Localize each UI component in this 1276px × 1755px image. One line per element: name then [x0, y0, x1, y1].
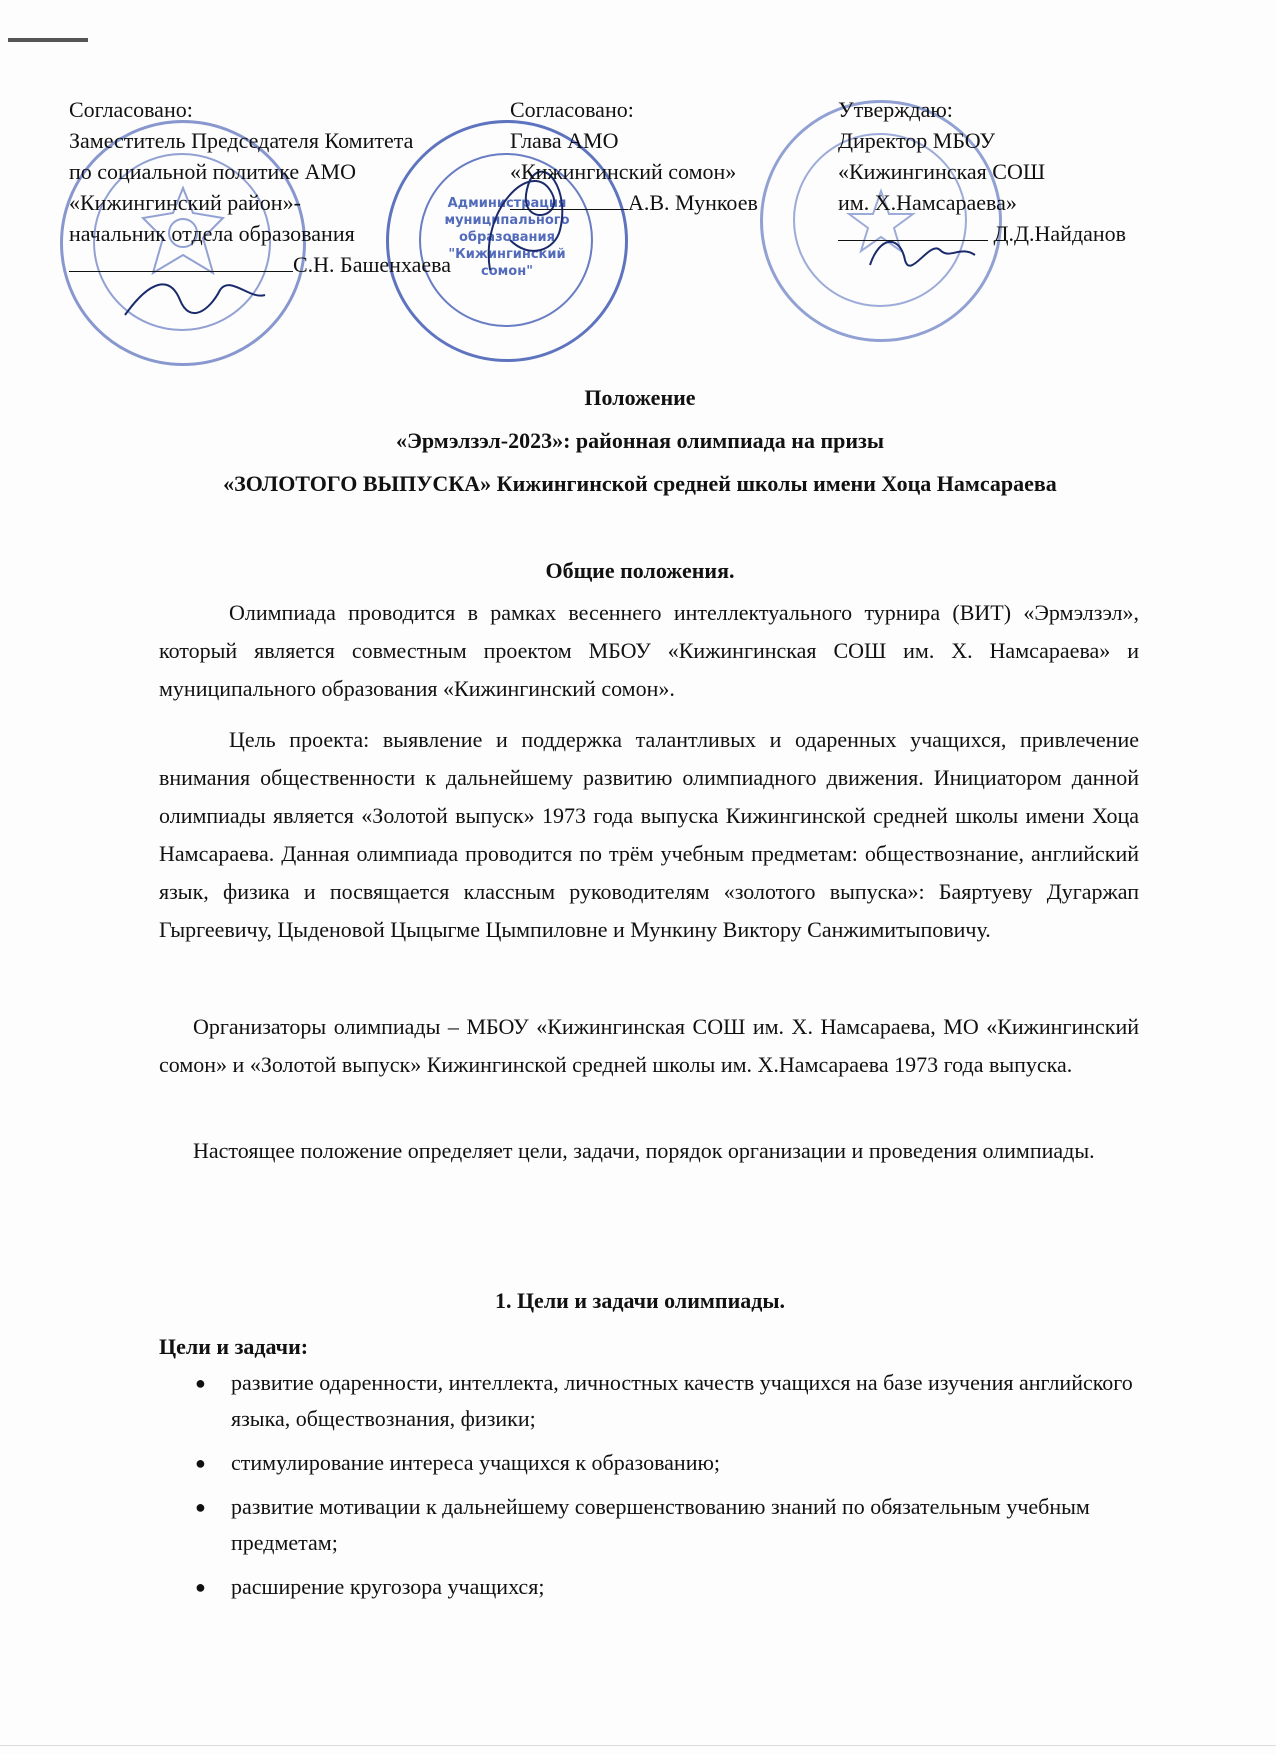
list-item: [159, 1569, 1139, 1605]
bullet-icon: ●: [195, 1577, 206, 1597]
list-item: [159, 1365, 1139, 1437]
stamp-line: Администрация: [447, 196, 567, 211]
approval-block-3: [838, 94, 1126, 249]
stamp-line: "Кижингинский сомон": [448, 247, 566, 279]
approver-position: «Кижингинский сомон»: [510, 159, 737, 184]
stamp-line: образования: [458, 230, 555, 245]
list-item-text: расширение кругозора учащихся;: [231, 1574, 545, 1599]
approver-position: Заместитель Председателя Комитета: [69, 128, 414, 153]
approver-position: «Кижингинская СОШ: [838, 159, 1046, 184]
approver-name: Д.Д.Найданов: [993, 221, 1127, 246]
approval-label: Согласовано:: [69, 97, 193, 122]
approval-block-2: [510, 94, 758, 218]
document-subtitle: «ЗОЛОТОГО ВЫПУСКА» Кижингинской средней школы имени Хоца Намсараева: [223, 471, 1057, 496]
approver-position: начальник отдела образования: [69, 221, 355, 246]
approver-name: С.Н. Башенхаева: [293, 252, 452, 277]
bullet-icon: ●: [195, 1373, 206, 1393]
bullet-icon: ●: [195, 1497, 206, 1517]
subheading: Цели и задачи:: [159, 1334, 309, 1359]
section-heading: Общие положения.: [545, 558, 735, 583]
paragraph: Олимпиада проводится в рамках весеннего интеллектуального турнира (ВИТ) «Эрмэлзэл», который является совместным проектом МБОУ «Кижингинская СОШ им. Х. Намсараева» и муниципального образования «Кижингинский сомон».: [159, 600, 1139, 701]
signature-line: [69, 249, 293, 272]
list-item: [159, 1445, 1139, 1481]
paragraph: Организаторы олимпиады – МБОУ «Кижингинская СОШ им. Х. Намсараева, МО «Кижингинский сомон» и «Золотой выпуск» Кижингинской средней школы им. Х.Намсараева 1973 года выпуска.: [159, 1014, 1139, 1077]
list-item-text: стимулирование интереса учащихся к образованию;: [231, 1450, 721, 1475]
stamp-line: муниципального: [444, 213, 570, 228]
paragraph: Настоящее положение определяет цели, задачи, порядок организации и проведения олимпиады.: [193, 1138, 1095, 1163]
approval-label: Согласовано:: [510, 97, 634, 122]
approver-position: «Кижингинский район»-: [69, 190, 301, 215]
approver-position: Глава АМО: [510, 128, 619, 153]
paragraph: Цель проекта: выявление и поддержка талантливых и одаренных учащихся, привлечение внимания общественности к дальнейшему развитию олимпиадного движения. Инициатором данной олимпиады является «Золотой выпуск» 1973 года выпуска Кижингинской средней школы имени Хоца Намсараева. Данная олимпиада проводится по трём учебным предметам: обществознание, английский язык, физика и посвящается классным руководителям «золотого выпуска»: Баяртуеву Дугаржап Гыргеевичу, Цыденовой Цыцыгме Цымпиловне и Мункину Виктору Санжимитыповичу.: [159, 727, 1139, 942]
signature-line: [510, 187, 628, 210]
list-item-text: развитие одаренности, интеллекта, личностных качеств учащихся на базе изучения английского языка, обществознания, физики;: [231, 1370, 1133, 1431]
approver-position: Директор МБОУ: [838, 128, 996, 153]
document-subtitle: «Эрмэлзэл-2023»: районная олимпиада на призы: [395, 428, 885, 453]
scan-mark: [8, 38, 88, 42]
page-edge: [0, 1745, 1276, 1746]
bullet-icon: ●: [195, 1453, 206, 1473]
signature-line: [838, 218, 988, 241]
goals-list: [159, 1365, 1139, 1613]
approver-name: А.В. Мункоев: [628, 190, 758, 215]
approver-position: им. Х.Намсараева»: [838, 190, 1017, 215]
list-item: [159, 1489, 1139, 1561]
list-item-text: развитие мотивации к дальнейшему совершенствованию знаний по обязательным учебным предметам;: [231, 1494, 1090, 1555]
approver-position: по социальной политике АМО: [69, 159, 356, 184]
approval-block-1: [69, 94, 451, 280]
section-heading: 1. Цели и задачи олимпиады.: [494, 1288, 786, 1313]
approval-label: Утверждаю:: [838, 97, 953, 122]
document-title: Положение: [584, 385, 696, 410]
